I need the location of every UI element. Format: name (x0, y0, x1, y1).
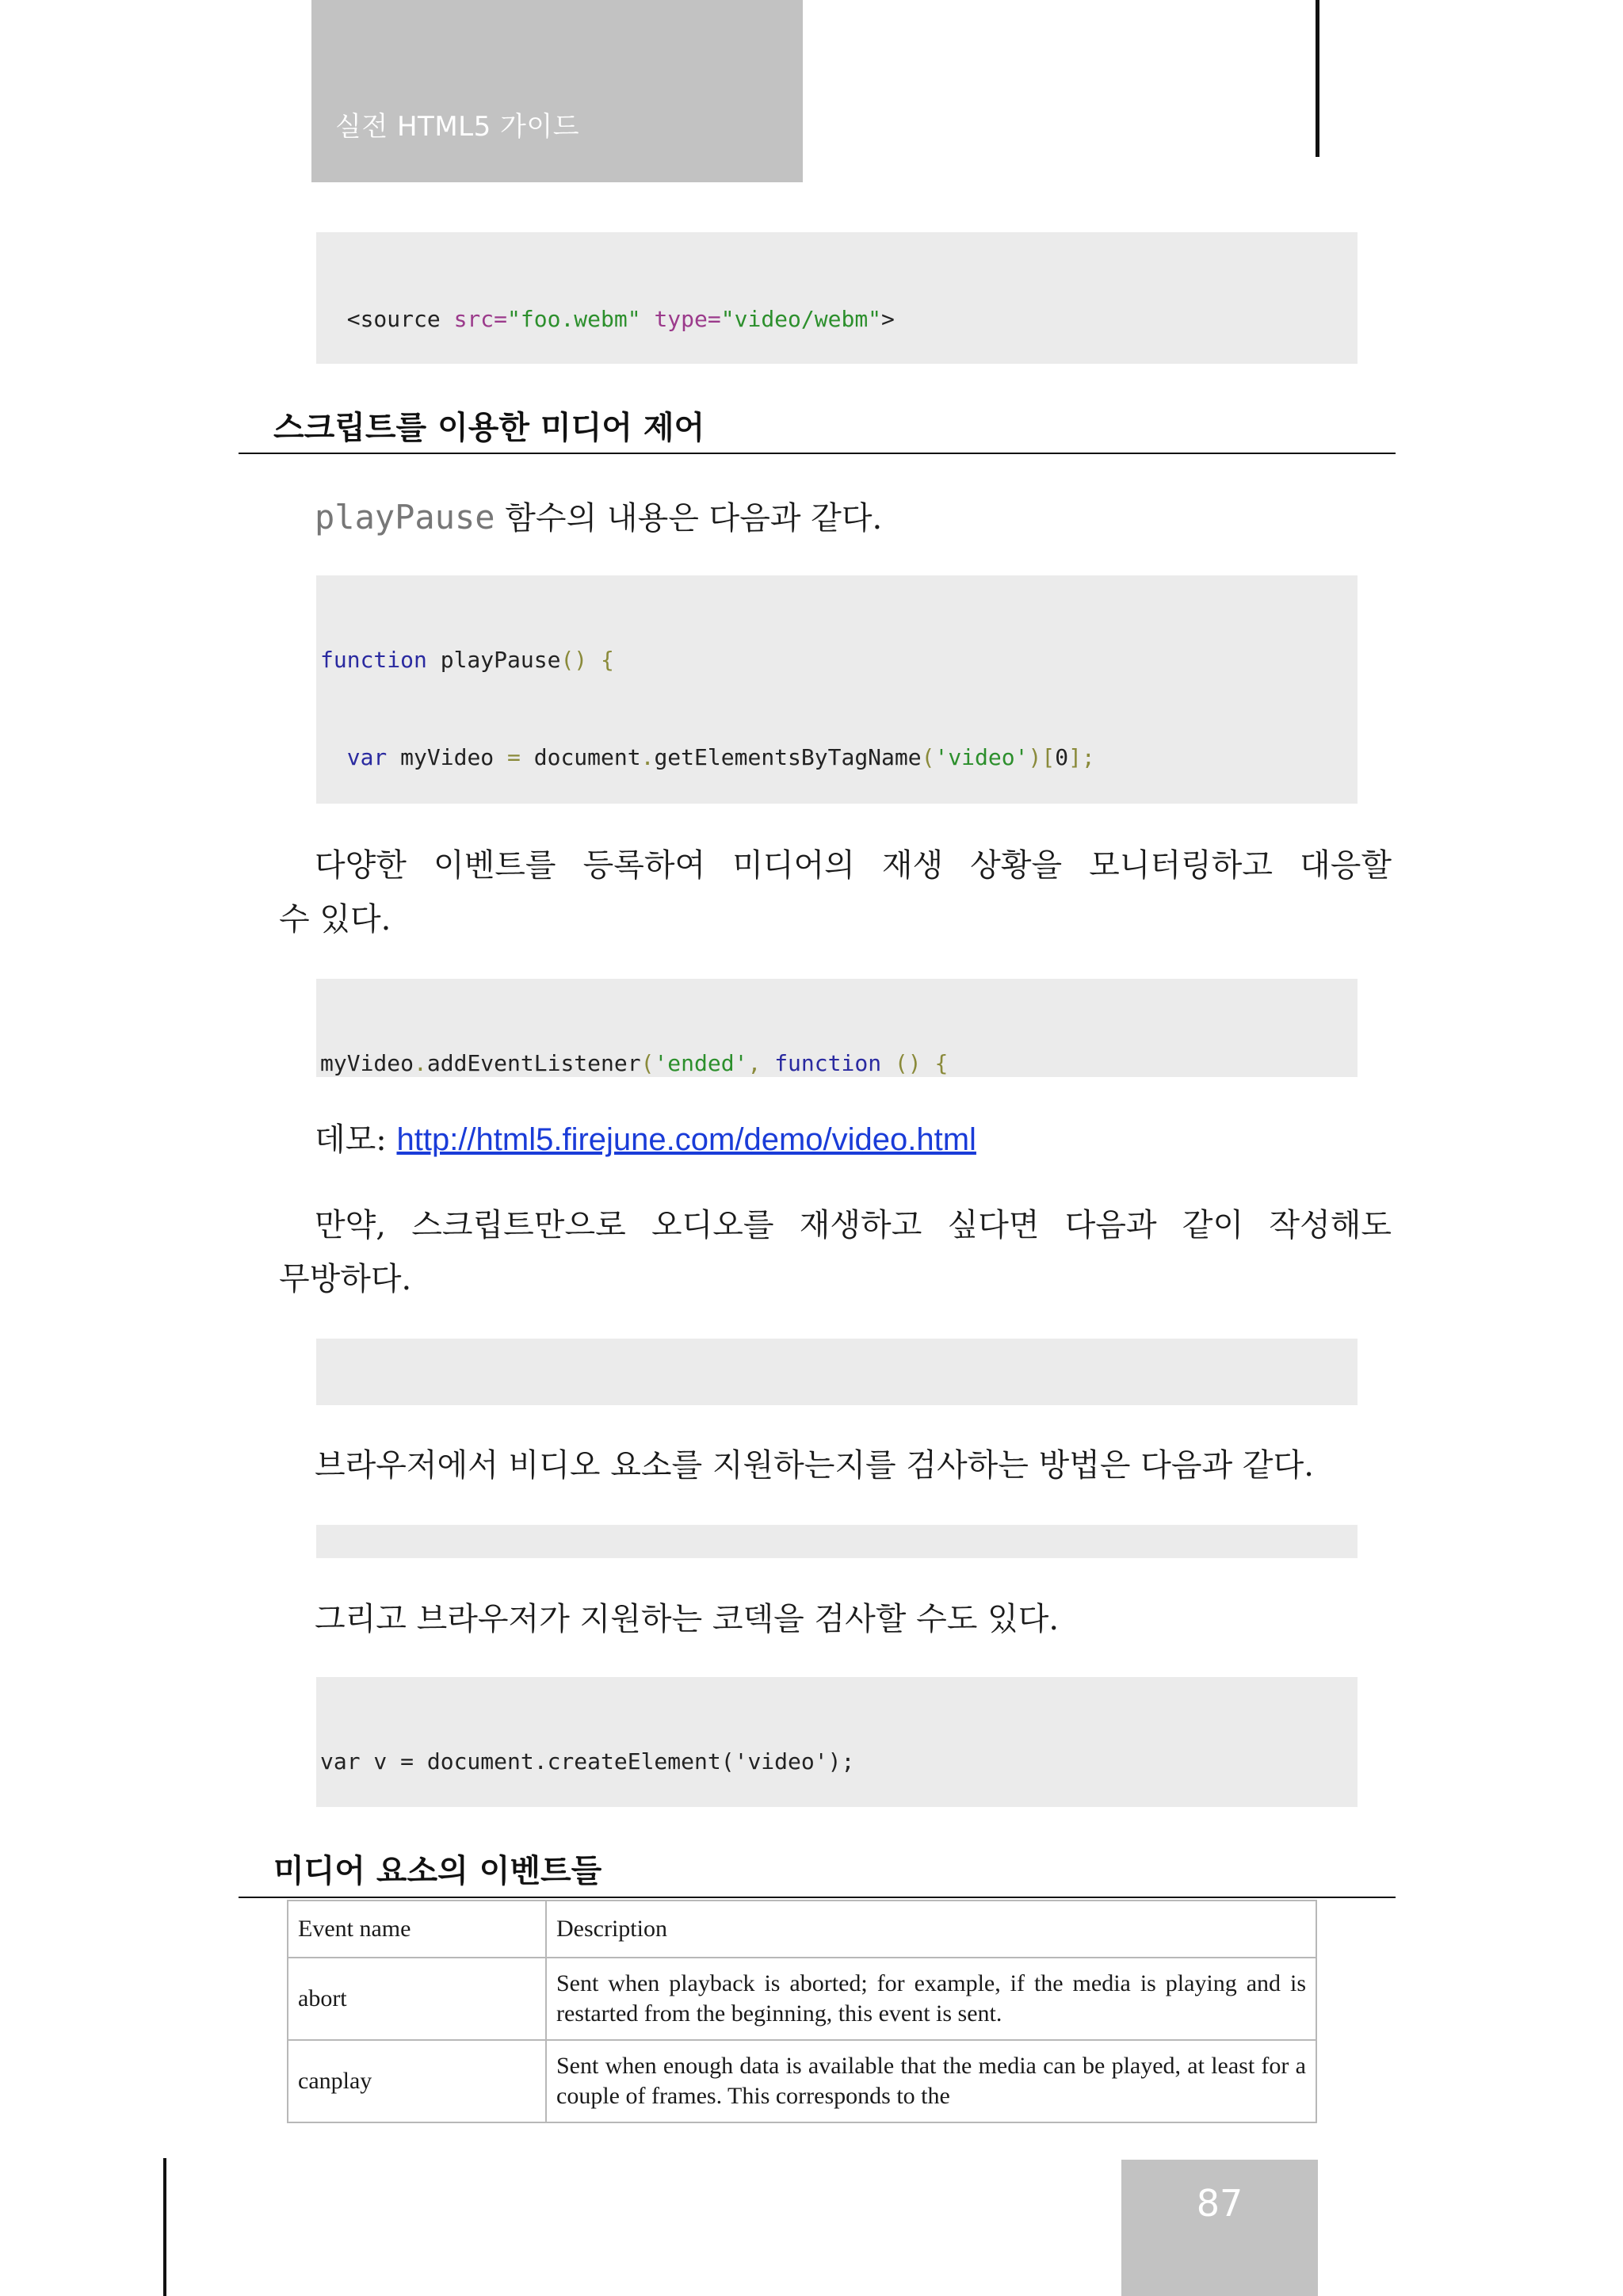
demo-line (315, 1113, 1427, 1167)
section-heading-media-events: 미디어 요소의 이벤트들 (273, 1853, 602, 1889)
paragraph-audio-intro (279, 1198, 1392, 1306)
paragraph-codec-check: 그리고 브라우저가 지원하는 코덱을 검사할 수도 있다. (315, 1601, 1060, 1637)
section-divider (239, 1897, 1396, 1898)
code-block-video-tail (316, 232, 1358, 364)
running-header (311, 0, 803, 182)
paragraph-line: 무방하다. (279, 1261, 412, 1297)
paragraph-events-intro (279, 839, 1392, 946)
code-line: var myVideo = document.getElementsByTagName('video')[0]; (346, 744, 1095, 771)
event-name-cell: canplay (288, 2040, 546, 2122)
header-vertical-rule (1316, 0, 1319, 157)
page-number-box (1121, 2160, 1318, 2296)
paragraph-playpause-intro (315, 491, 1427, 545)
code-line: function playPause() { (320, 646, 614, 673)
section-divider (239, 453, 1396, 454)
event-description-cell: Sent when enough data is available that the media can be played, at least for a couple of frames. This corresponds to the (546, 2040, 1316, 2122)
demo-link[interactable]: http://html5.firejune.com/demo/video.html (396, 1122, 976, 1157)
paragraph-support-check: 브라우저에서 비디오 요소를 지원하는지를 검사하는 방법은 다음과 같다. (315, 1447, 1314, 1484)
paragraph-line: 만약, 스크립트만으로 오디오를 재생하고 싶다면 다음과 같이 작성해도 (315, 1207, 1392, 1244)
column-header-event-name: Event name (288, 1901, 546, 1958)
code-line: var v = document.createElement('video'); (320, 1748, 855, 1775)
event-name-cell: abort (288, 1958, 546, 2040)
paragraph-text: 함수의 내용은 다음과 같다. (495, 500, 883, 537)
code-line: <source src="foo.webm" type="video/webm"> (320, 305, 895, 332)
demo-label: 데모: (315, 1121, 397, 1158)
table-row (288, 2040, 1316, 2122)
table-row (288, 1958, 1316, 2040)
paragraph-line: 다양한 이벤트를 등록하여 미디어의 재생 상황을 모니터링하고 대응할 (315, 847, 1392, 884)
paragraph-line: 수 있다. (279, 901, 391, 938)
events-table (287, 1900, 1317, 2123)
book-title: 실전 HTML5 가이드 (335, 111, 580, 143)
code-block-can-play (316, 1525, 1358, 1558)
event-description-cell: Sent when playback is aborted; for example, if the media is playing and is restarted from the beginning, this event is sent. (546, 1958, 1316, 2040)
code-block-audio (316, 1339, 1358, 1405)
code-block-codec-check (316, 1677, 1358, 1807)
column-header-description: Description (546, 1901, 1316, 1958)
code-block-play-pause (316, 575, 1358, 804)
page-number: 87 (1196, 2182, 1243, 2225)
table-header-row (288, 1901, 1316, 1958)
inline-code: playPause (315, 498, 495, 537)
code-line: myVideo.addEventListener('ended', function () { (320, 1049, 949, 1076)
code-block-event-listener (316, 979, 1358, 1077)
section-heading-script-control: 스크립트를 이용한 미디어 제어 (273, 410, 705, 446)
footer-vertical-rule (163, 2158, 166, 2296)
